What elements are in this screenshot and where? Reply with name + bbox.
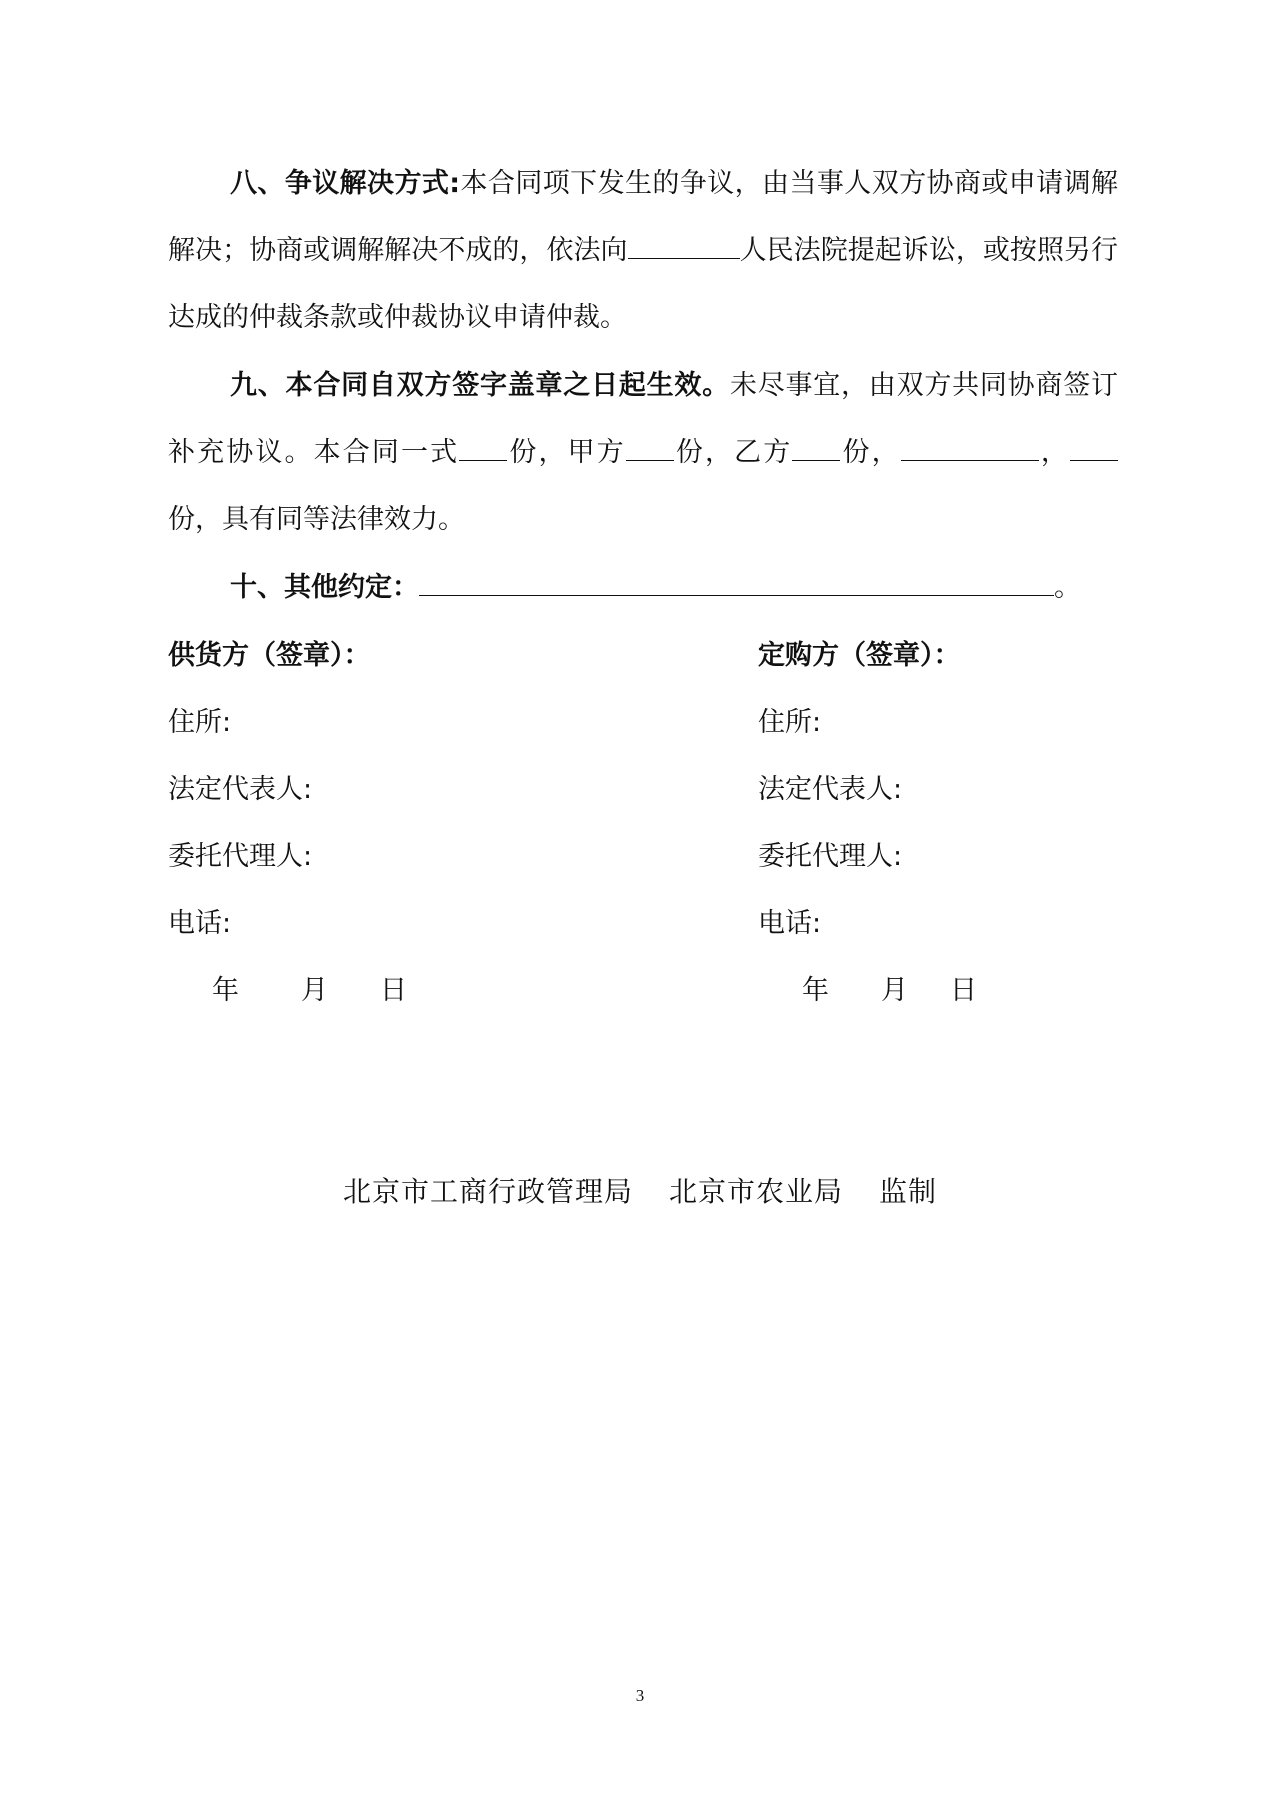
buyer-date (758, 957, 977, 1024)
clause-8-heading: 八、争议解决方式: (230, 168, 461, 199)
footer-org-1: 北京市工商行政管理局 (342, 1175, 633, 1208)
buyer-legal-rep: 法定代表人: (758, 774, 903, 805)
clause-9-text-f: 份，具有同等法律效力。 (168, 504, 465, 535)
supplier-month: 月 (301, 975, 328, 1006)
court-blank (628, 232, 740, 259)
supplier-signature-block (168, 622, 407, 1024)
buyer-year: 年 (802, 975, 829, 1006)
buyer-phone: 电话: (758, 908, 822, 939)
supplier-legal-rep: 法定代表人: (168, 774, 313, 805)
supplier-phone: 电话: (168, 908, 232, 939)
clause-8-text-a: 本合同项下发生的争议，由当事人双方协商或申请调解解决；协商或调解解决不成的，依法向 (168, 168, 1118, 266)
clause-9-heading: 九、本合同自双方签字盖章之日起生效。 (230, 370, 730, 401)
buyer-agent: 委托代理人: (758, 841, 903, 872)
buyer-title: 定购方（签章）： (758, 640, 961, 671)
supervisor-footer (0, 1170, 1280, 1210)
supplier-day: 日 (380, 975, 407, 1006)
footer-org-2: 北京市农业局 (668, 1175, 843, 1208)
buyer-day: 日 (950, 975, 977, 1006)
clause-8-text-b: 人民法院提起诉讼，或按照另行达成的仲裁条款或仲裁协议申请仲裁。 (168, 235, 1119, 333)
clause-9-text-b: 份，甲方 (507, 437, 626, 468)
supplier-year: 年 (212, 975, 239, 1006)
clause-9-text-e: ， (1038, 437, 1071, 468)
clause-10-heading: 十、其他约定： (230, 572, 419, 603)
clause-8 (168, 150, 1118, 351)
clause-9-text-a: 未尽事宜，由双方共同协商签订补充协议。本合同一式 (168, 370, 1119, 468)
supplier-agent: 委托代理人: (168, 841, 313, 872)
buyer-address: 住所: (758, 707, 822, 738)
clause-9-text-d: 份， (840, 437, 901, 468)
footer-label: 监制 (879, 1175, 938, 1208)
other-party-blank (901, 434, 1039, 461)
other-terms-blank (419, 569, 1054, 596)
page-number: 3 (635, 1686, 645, 1705)
buyer-signature-block (758, 622, 977, 1024)
clause-10-end: 。 (1054, 572, 1081, 603)
clause-10 (168, 554, 1118, 621)
buyer-month: 月 (881, 975, 908, 1006)
clause-9-text-c: 份，乙方 (673, 437, 793, 468)
copies-total-blank (459, 434, 507, 461)
copies-party-a-blank (626, 434, 674, 461)
copies-party-b-blank (792, 434, 840, 461)
supplier-address: 住所: (168, 707, 232, 738)
copies-other-blank (1070, 434, 1118, 461)
clause-9 (168, 352, 1118, 553)
supplier-title: 供货方（签章）： (168, 640, 371, 671)
supplier-date (168, 957, 407, 1024)
